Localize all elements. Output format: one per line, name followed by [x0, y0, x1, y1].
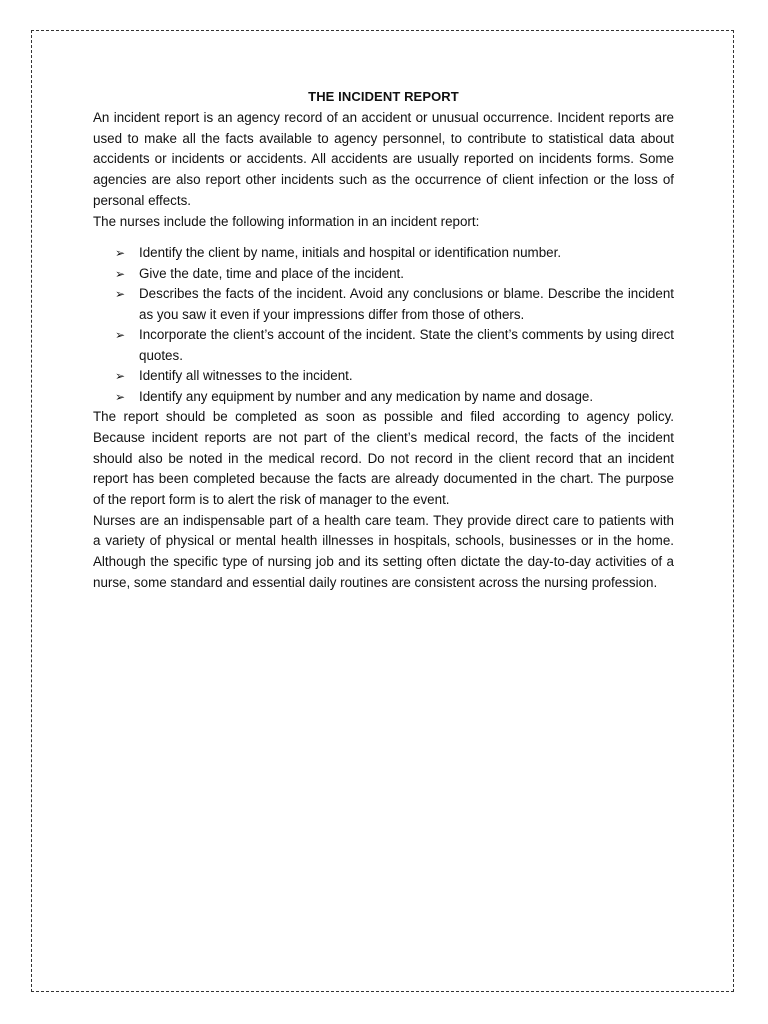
document-body [93, 86, 674, 594]
arrowhead-bullet-icon: ➢ [115, 246, 126, 261]
arrowhead-bullet-icon: ➢ [115, 328, 126, 343]
list-item [93, 325, 674, 366]
incident-info-list [93, 243, 674, 407]
arrowhead-bullet-icon: ➢ [115, 266, 126, 281]
filing-paragraph: The report should be completed as soon as possible and filed according to agency policy. Because incident reports are not part of the client’s medical record, the facts of the incident should also be noted in the medical record. Do not record in the client record that an incident report has been completed because the facts are already documented in the chart. The purpose of the report form is to alert the risk of manager to the event. [93, 409, 674, 508]
document-title: THE INCIDENT REPORT [308, 89, 459, 104]
list-item-text: Identify the client by name, initials and hospital or identification number. [139, 245, 562, 261]
arrowhead-bullet-icon: ➢ [115, 287, 126, 302]
list-item [93, 264, 674, 285]
list-item-text: Identify any equipment by number and any medication by name and dosage. [139, 388, 594, 404]
list-item-text: Describes the facts of the incident. Avoid any conclusions or blame. Describe the incident as you saw it even if your impressions differ from those of others. [139, 286, 674, 322]
arrowhead-bullet-icon: ➢ [115, 369, 126, 384]
list-item [93, 366, 674, 387]
list-item-text: Incorporate the client’s account of the incident. State the client’s comments by using direct quotes. [139, 327, 674, 363]
list-item [93, 243, 674, 264]
list-intro-paragraph: The nurses include the following information in an incident report: [93, 213, 480, 229]
list-item-text: Give the date, time and place of the incident. [139, 265, 405, 281]
list-item [93, 284, 674, 325]
list-item [93, 387, 674, 408]
arrowhead-bullet-icon: ➢ [115, 389, 126, 404]
list-item-text: Identify all witnesses to the incident. [139, 368, 353, 384]
nurses-paragraph: Nurses are an indispensable part of a health care team. They provide direct care to patients with a variety of physical or mental health illnesses in hospitals, schools, businesses or in the home. Although the specific type of nursing job and its setting often dictate the day-to-day activities of a nurse, some standard and essential daily routines are consistent across the nursing profession. [93, 512, 674, 590]
intro-paragraph: An incident report is an agency record of an accident or unusual occurrence. Incident reports are used to make all the facts available to agency personnel, to contribute to statistical data about accidents or incidents or accidents. All accidents are usually reported on incidents forms. Some agencies are also report other incidents such as the occurrence of client infection or the loss of personal effects. [93, 110, 674, 208]
